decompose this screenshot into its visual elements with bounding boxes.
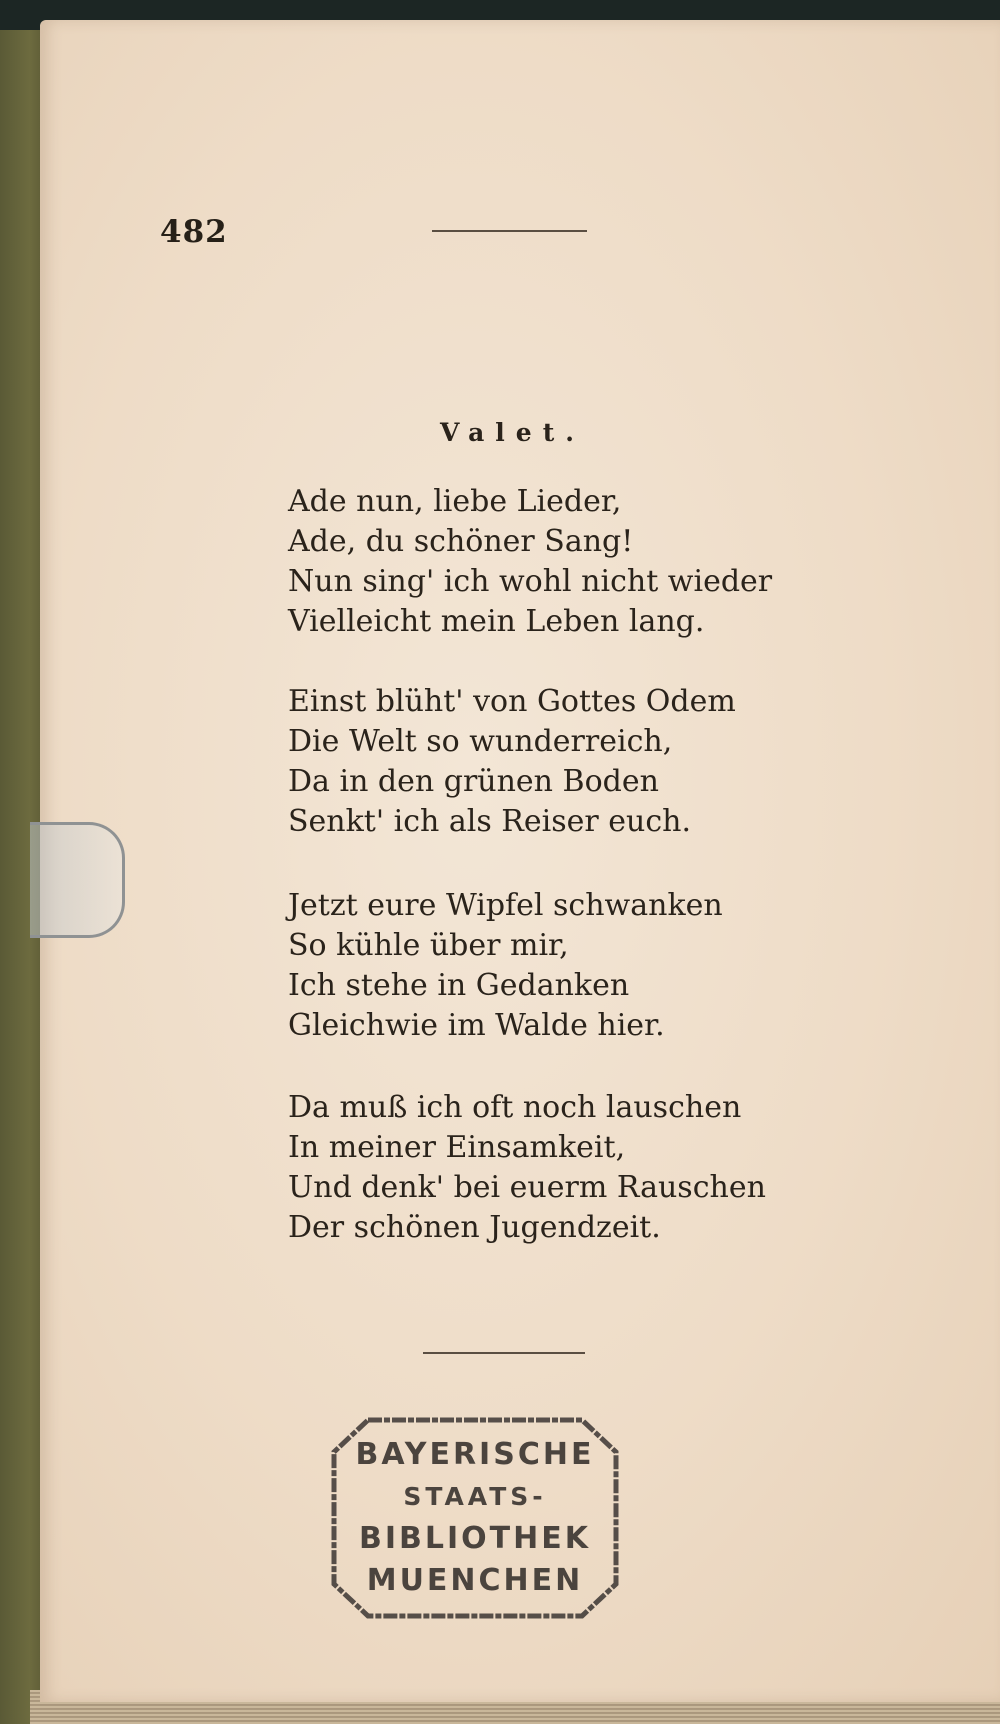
poem-line: Nun sing' ich wohl nicht wieder xyxy=(288,564,773,599)
stamp-line: BAYERISCHE xyxy=(355,1436,595,1472)
stanza xyxy=(288,682,748,842)
poem-line: Der schönen Jugendzeit. xyxy=(288,1210,661,1245)
poem-line: Ade nun, liebe Lieder, xyxy=(288,484,622,519)
poem-line: Ade, du schöner Sang! xyxy=(288,524,634,559)
header-rule xyxy=(432,230,587,232)
poem-line: Da in den grünen Boden xyxy=(288,764,659,799)
stanza xyxy=(288,886,748,1046)
poem-line: Da muß ich oft noch lauschen xyxy=(288,1090,742,1125)
poem-line: Senkt' ich als Reiser euch. xyxy=(288,804,692,839)
page-number: 482 xyxy=(160,214,228,250)
stamp-line: MUENCHEN xyxy=(366,1562,584,1598)
footer-rule xyxy=(423,1352,585,1354)
poem-line: Und denk' bei euerm Rauschen xyxy=(288,1170,766,1205)
library-stamp xyxy=(335,1420,615,1615)
poem-title: Valet. xyxy=(440,418,585,447)
poem-line: Die Welt so wunderreich, xyxy=(288,724,673,759)
poem-line: Einst blüht' von Gottes Odem xyxy=(288,684,736,719)
poem-line: So kühle über mir, xyxy=(288,928,569,963)
stamp-line: BIBLIOTHEK xyxy=(359,1520,591,1556)
poem-line: Gleichwie im Walde hier. xyxy=(288,1008,665,1043)
poem-line: Jetzt eure Wipfel schwanken xyxy=(288,888,723,923)
poem-line: In meiner Einsamkeit, xyxy=(288,1130,626,1165)
poem-line: Vielleicht mein Leben lang. xyxy=(288,604,705,639)
stanza xyxy=(288,482,773,642)
stamp-line: STAATS- xyxy=(403,1481,547,1511)
poem-line: Ich stehe in Gedanken xyxy=(288,968,630,1003)
stanza xyxy=(288,1088,766,1248)
page-clip xyxy=(30,822,125,938)
